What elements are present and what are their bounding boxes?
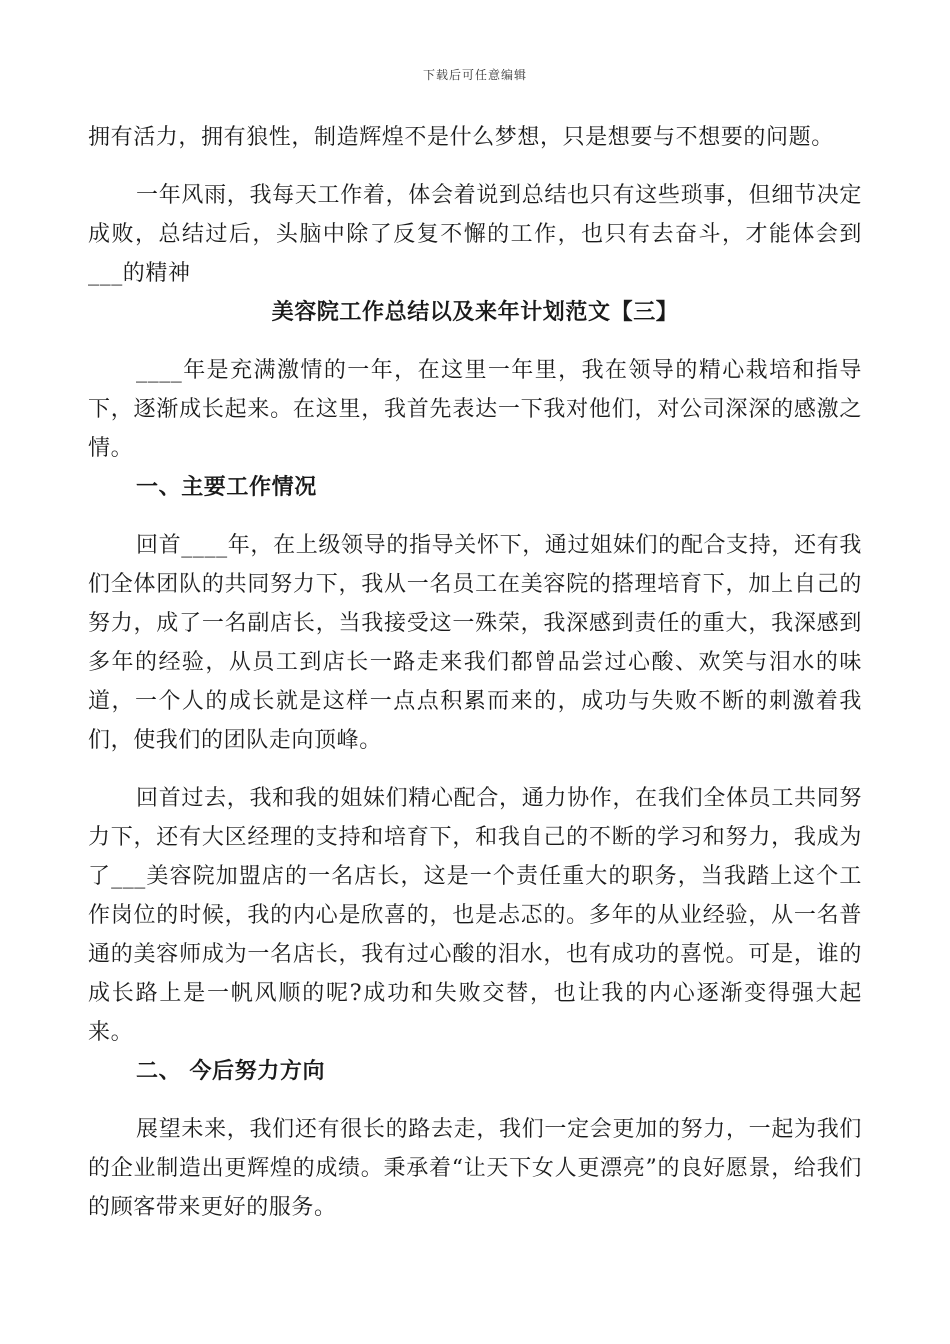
- section-heading-future-direction: 二、 今后努力方向: [136, 1058, 326, 1084]
- section-heading-main-work: 一、主要工作情况: [136, 474, 317, 500]
- document-title: 美容院工作总结以及来年计划范文【三】: [271, 299, 679, 325]
- header-note: 下载后可任意编辑: [422, 68, 527, 82]
- document-body: [88, 118, 862, 1227]
- paragraph-intro: ____年是充满激情的一年，在这里一年里，我在领导的精心栽培和指导下，逐渐成长起来。在这里，我首先表达一下我对他们，对公司深深的感激之情。: [88, 358, 862, 461]
- paragraph-summary: 一年风雨，我每天工作着，体会着说到总结也只有这些琐事，但细节决定成败，总结过后，头脑中除了反复不懈的工作，也只有去奋斗，才能体会到___的精神: [88, 183, 862, 286]
- paragraph-review-past: 回首过去，我和我的姐妹们精心配合，通力协作，在我们全体员工共同努力下，还有大区经理的支持和培育下，和我自己的不断的学习和努力，我成为了___美容院加盟店的一名店长，这是一个责任重大的职务，当我踏上这个工作岗位的时候，我的内心是欣喜的，也是忐忑的。多年的从业经验，从一名普通的美容师成为一名店长，我有过心酸的泪水，也有成功的喜悦。可是，谁的成长路上是一帆风顺的呢?成功和失败交替，也让我的内心逐渐变得强大起来。: [88, 786, 862, 1045]
- paragraph-continuation: 拥有活力，拥有狼性，制造辉煌不是什么梦想，只是想要与不想要的问题。: [88, 125, 834, 150]
- paragraph-outlook: 展望未来，我们还有很长的路去走，我们一定会更加的努力，一起为我们的企业制造出更辉煌的成绩。秉承着“让天下女人更漂亮”的良好愿景，给我们的顾客带来更好的服务。: [88, 1117, 862, 1220]
- paragraph-review-year: 回首____年，在上级领导的指导关怀下，通过姐妹们的配合支持，还有我们全体团队的共同努力下，我从一名员工在美容院的搭理培育下，加上自己的努力，成了一名副店长，当我接受这一殊荣，我深感到责任的重大，我深感到多年的经验，从员工到店长一路走来我们都曾品尝过心酸、欢笑与泪水的味道，一个人的成长就是这样一点点积累而来的，成功与失败不断的刺激着我们，使我们的团队走向顶峰。: [88, 533, 862, 753]
